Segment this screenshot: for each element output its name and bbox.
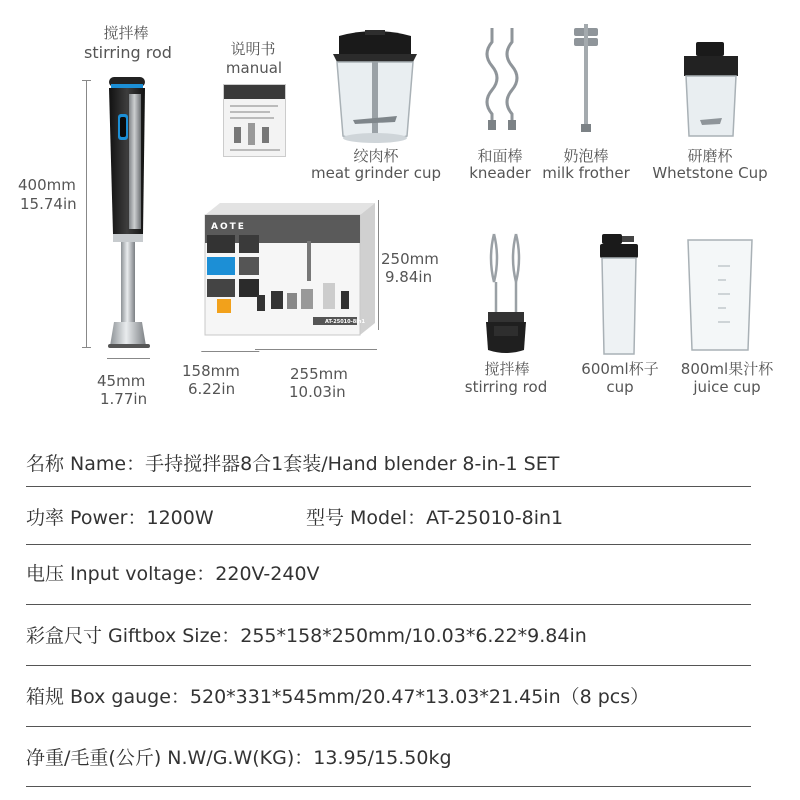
spec-weight xyxy=(26,746,751,770)
divider xyxy=(26,665,751,666)
juice-cup-800ml-image xyxy=(686,236,754,354)
box-depth-in: 6.22in xyxy=(188,380,236,398)
spec-giftbox xyxy=(26,624,751,648)
height-dimension-line xyxy=(86,80,87,348)
kneader-label-cn: 和面棒 xyxy=(477,147,523,165)
spec-power-model-row xyxy=(26,506,751,530)
whetstone-label-en: Whetstone Cup xyxy=(652,164,768,182)
blender-height-in: 15.74in xyxy=(20,195,77,213)
divider xyxy=(26,486,751,487)
box-depth-mm: 158mm xyxy=(182,362,240,380)
whetstone-label-cn: 研磨杯 xyxy=(687,147,733,165)
stirring-rod-label-cn: 搅拌棒 xyxy=(103,24,149,42)
spec-giftbox-text: 彩盒尺寸 Giftbox Size：255*158*250mm/10.03*6.22*9.84in xyxy=(26,625,587,647)
kneader-label-en: kneader xyxy=(469,164,531,182)
spec-name-text: 名称 Name：手持搅拌器8合1套装/Hand blender 8-in-1 SET xyxy=(26,453,560,475)
box-brand: AOTE xyxy=(211,222,246,232)
height-dimension-tick-top xyxy=(82,80,91,81)
meat-grinder-label-en: meat grinder cup xyxy=(310,164,441,182)
milk-frother-image xyxy=(568,24,604,134)
box-height-mm: 250mm xyxy=(381,250,439,268)
divider xyxy=(26,604,751,605)
box-model: AT-25010-8in1 xyxy=(325,319,365,325)
spec-model: 型号 Model：AT-25010-8in1 xyxy=(306,507,564,529)
whetstone-cup-image xyxy=(680,40,742,142)
spec-power: 功率 Power：1200W xyxy=(26,507,214,529)
milk-frother-label-cn: 奶泡棒 xyxy=(563,147,609,165)
juice-cup-label-en: juice cup xyxy=(693,378,761,396)
cup-600ml-label-cn: 600ml杯子 xyxy=(581,360,659,378)
manual-image xyxy=(223,84,286,157)
spec-voltage xyxy=(26,562,751,586)
height-dimension-tick-bottom xyxy=(82,347,91,348)
manual-label-cn: 说明书 xyxy=(230,40,276,58)
box-width-in: 10.03in xyxy=(289,383,346,401)
spec-box-gauge-text: 箱规 Box gauge：520*331*545mm/20.47*13.03*21.45in（8 pcs） xyxy=(26,686,650,708)
meat-grinder-label-cn: 绞肉杯 xyxy=(353,147,399,165)
meat-grinder-cup-image xyxy=(325,24,425,149)
blender-width-mm: 45mm xyxy=(97,372,146,390)
spec-weight-text: 净重/毛重(公斤) N.W/G.W(KG)：13.95/15.50kg xyxy=(26,747,452,769)
whisk-label-cn: 搅拌棒 xyxy=(484,360,530,378)
juice-cup-label-cn: 800ml果汁杯 xyxy=(680,360,774,378)
box-height-line xyxy=(378,200,379,330)
cup-600ml-image xyxy=(596,230,644,356)
blender-width-in: 1.77in xyxy=(100,390,148,408)
divider xyxy=(26,786,751,787)
hand-blender-image xyxy=(96,74,166,354)
box-depth-line xyxy=(188,336,259,352)
whisk-label-en: stirring rod xyxy=(464,378,548,396)
spec-voltage-text: 电压 Input voltage：220V-240V xyxy=(26,563,320,585)
box-width-line xyxy=(255,349,377,350)
divider xyxy=(26,544,751,545)
divider xyxy=(26,726,751,727)
whisk-stirring-rod-image xyxy=(482,228,530,356)
width-dimension-line xyxy=(107,358,150,359)
box-width-mm: 255mm xyxy=(290,365,348,383)
manual-label-en: manual xyxy=(225,59,283,77)
cup-600ml-label-en: cup xyxy=(606,378,634,396)
milk-frother-label-en: milk frother xyxy=(542,164,630,182)
stirring-rod-label-en: stirring rod xyxy=(84,43,172,62)
spec-box-gauge xyxy=(26,685,751,709)
box-height-in: 9.84in xyxy=(385,268,433,286)
kneader-image xyxy=(478,24,526,134)
spec-name xyxy=(26,452,751,476)
blender-height-mm: 400mm xyxy=(18,176,76,194)
gift-box-image xyxy=(195,195,380,355)
